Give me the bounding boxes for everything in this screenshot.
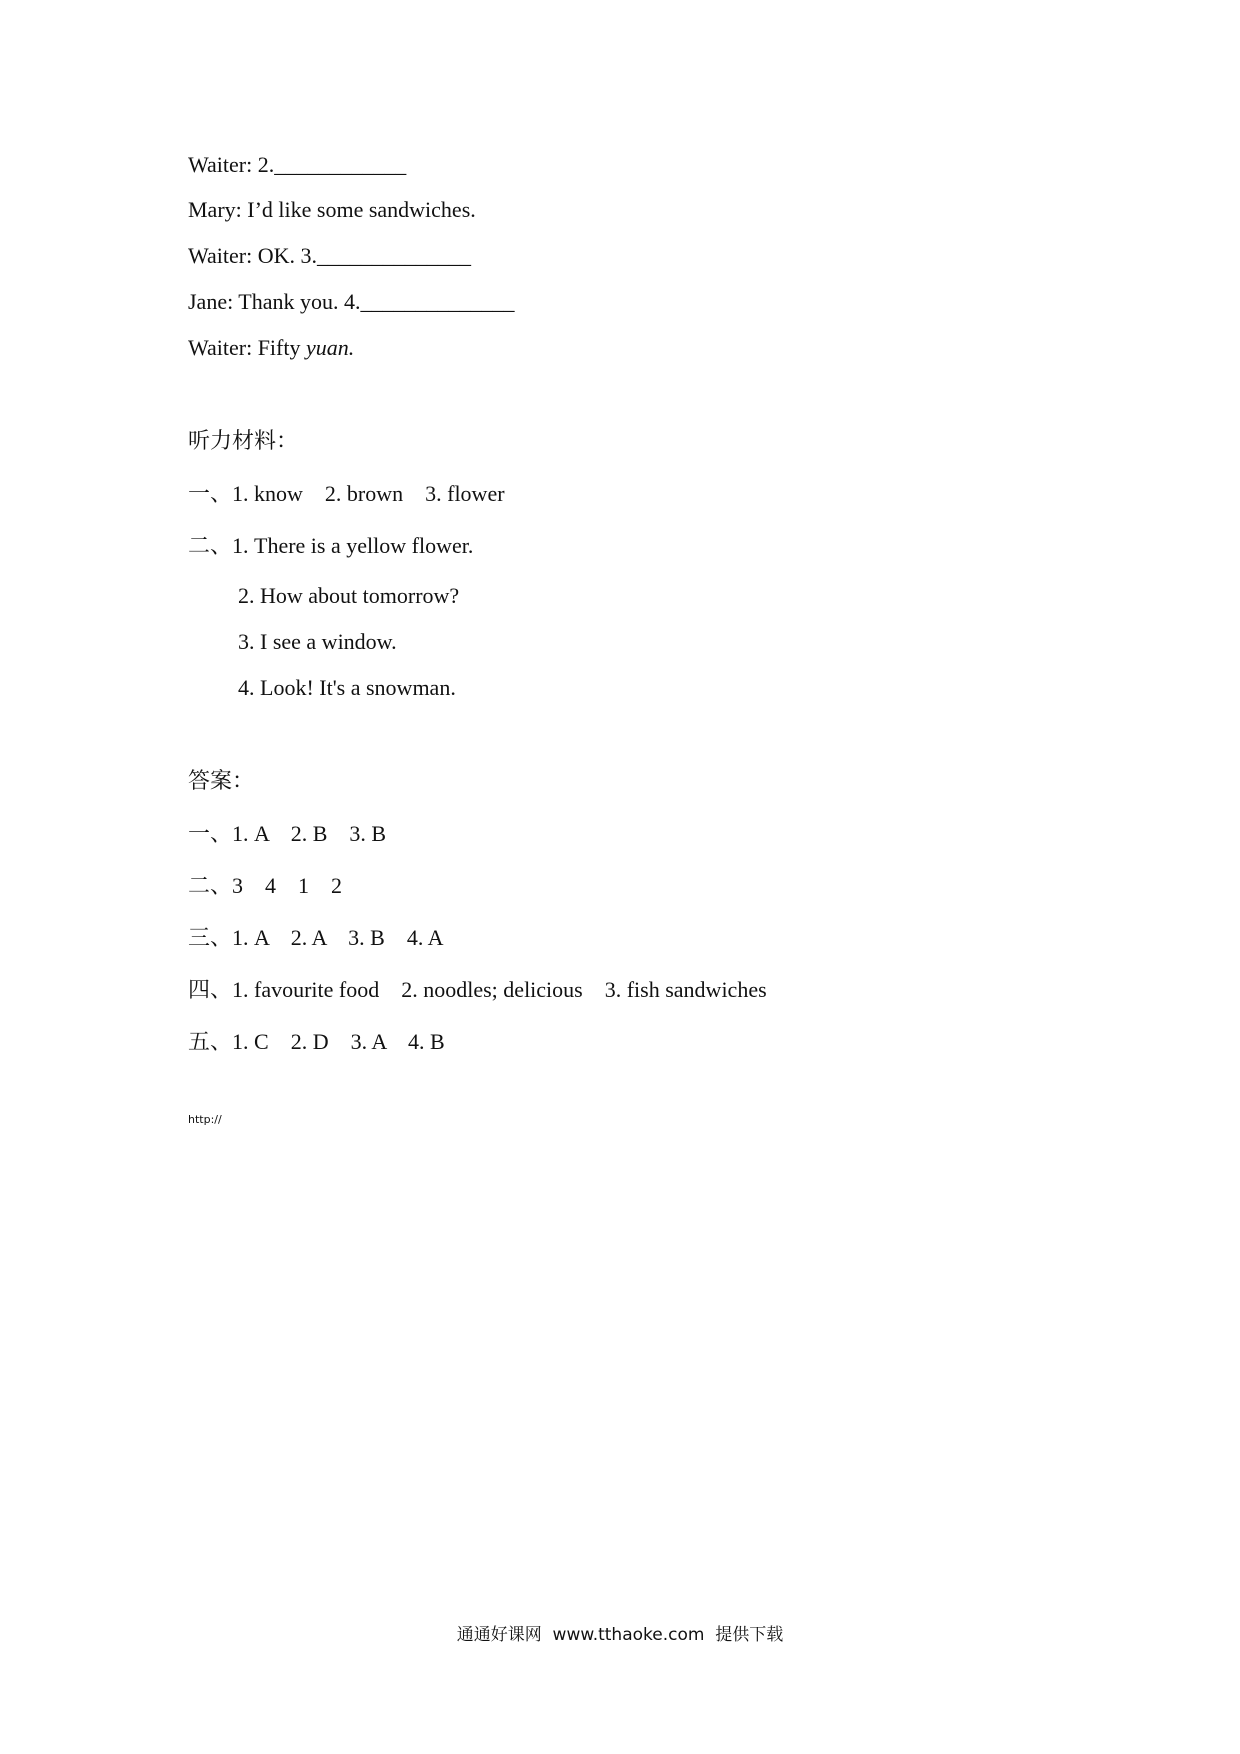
page-footer: 通通好课网 www.tthaoke.com 提供下载 [456,1625,784,1645]
answer-row-5 [188,1028,445,1057]
answer-row-4 [188,976,767,1005]
answer-row-4-text: 1. favourite food 2. noodles; delicious 3. fish sandwiches [232,977,767,1002]
section-marker: 二、 [188,874,233,899]
listening-section-1 [188,480,505,509]
dialogue-line-waiter-3: Waiter: OK. 3.______________ [188,243,471,268]
url-stub: http:// [188,1113,222,1126]
section-marker: 五、 [188,1030,233,1055]
listening-item-2: 2. How about tomorrow? [238,583,460,608]
section-marker: 四、 [188,978,233,1003]
section-marker: 一、 [188,482,233,507]
section-marker: 一、 [188,822,233,847]
dialogue-price-currency: yuan. [305,335,355,360]
listening-section-2 [188,532,473,561]
listening-heading: 听力材料： [188,429,299,454]
answer-row-3 [188,924,444,953]
answer-row-2 [188,872,342,901]
listening-item-4: 4. Look! It's a snowman. [238,675,456,700]
dialogue-line-jane: Jane: Thank you. 4.______________ [188,289,515,314]
listening-section-1-text: 1. know 2. brown 3. flower [232,481,505,506]
dialogue-line-mary: Mary: I’d like some sandwiches. [188,197,476,222]
listening-item-1: 1. There is a yellow flower. [232,533,474,558]
answer-row-5-text: 1. C 2. D 3. A 4. B [232,1029,445,1054]
dialogue-line-waiter-price [188,334,354,362]
section-marker: 三、 [188,926,233,951]
answer-row-2-text: 3 4 1 2 [232,873,343,898]
dialogue-line-waiter-2: Waiter: 2.____________ [188,152,407,177]
answer-row-1 [188,820,386,849]
listening-item-3: 3. I see a window. [238,629,397,654]
answer-row-1-text: 1. A 2. B 3. B [232,821,387,846]
answer-row-3-text: 1. A 2. A 3. B 4. A [232,925,444,950]
section-marker: 二、 [188,534,233,559]
answers-heading: 答案： [188,769,255,794]
dialogue-price-text: Waiter: Fifty [188,335,306,360]
